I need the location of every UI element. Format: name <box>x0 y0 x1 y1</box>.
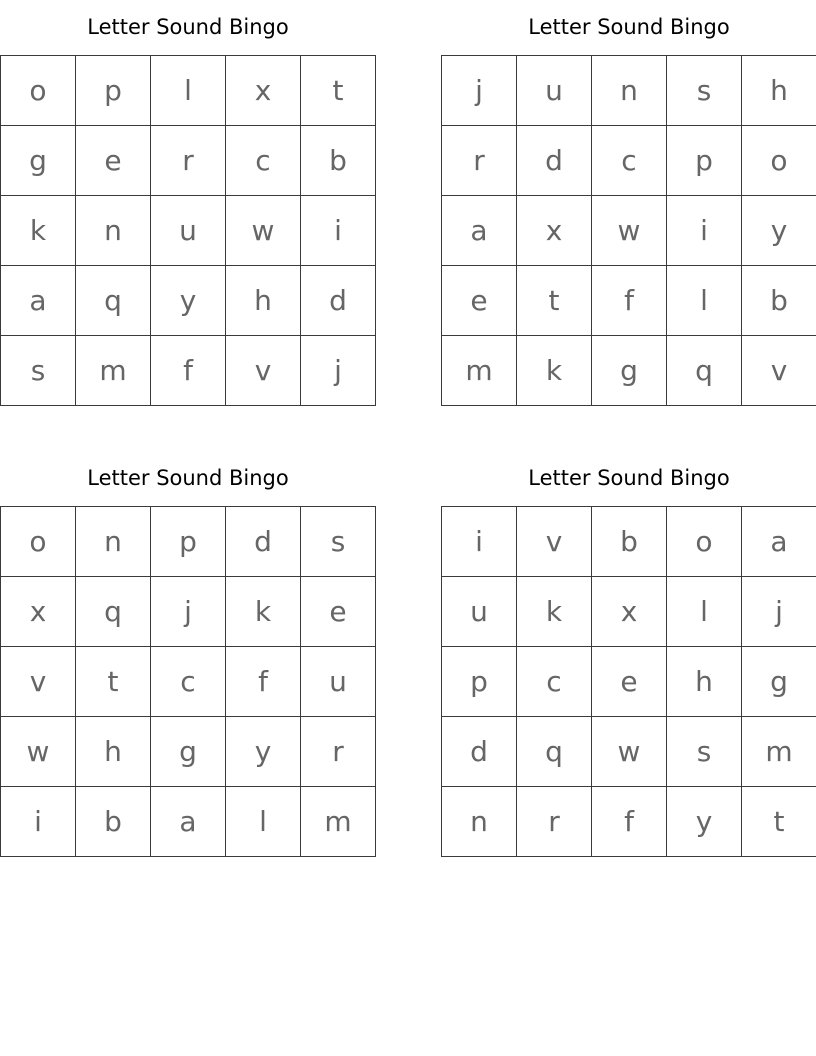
letter-cell: r <box>301 717 376 787</box>
letter-cell: u <box>151 196 226 266</box>
letter-cell: s <box>1 336 76 406</box>
letter-cell: e <box>592 647 667 717</box>
letter-cell: n <box>76 196 151 266</box>
letter-cell: a <box>151 787 226 857</box>
grid-row <box>1 577 376 647</box>
letter-cell: c <box>151 647 226 717</box>
grid-row <box>442 787 816 857</box>
letter-cell: f <box>592 787 667 857</box>
grid-row <box>442 266 816 336</box>
letter-cell: t <box>76 647 151 717</box>
letter-cell: y <box>742 196 816 266</box>
letter-cell: a <box>442 196 517 266</box>
letter-cell: p <box>76 56 151 126</box>
letter-cell: m <box>301 787 376 857</box>
grid-row <box>1 336 376 406</box>
letter-cell: b <box>301 126 376 196</box>
grid-row <box>1 647 376 717</box>
letter-cell: x <box>592 577 667 647</box>
letter-cell: d <box>226 507 301 577</box>
bingo-grid <box>441 55 816 406</box>
letter-cell: t <box>517 266 592 336</box>
letter-cell: v <box>742 336 816 406</box>
letter-cell: l <box>151 56 226 126</box>
letter-cell: u <box>442 577 517 647</box>
letter-cell: s <box>667 56 742 126</box>
letter-cell: e <box>442 266 517 336</box>
letter-cell: q <box>76 266 151 336</box>
grid-row <box>1 126 376 196</box>
letter-cell: v <box>517 507 592 577</box>
grid-row <box>1 266 376 336</box>
grid-row <box>1 787 376 857</box>
letter-cell: d <box>517 126 592 196</box>
letter-cell: u <box>517 56 592 126</box>
letter-cell: g <box>592 336 667 406</box>
letter-cell: q <box>667 336 742 406</box>
card-title: Letter Sound Bingo <box>87 15 289 39</box>
letter-cell: b <box>742 266 816 336</box>
letter-cell: l <box>667 577 742 647</box>
letter-cell: g <box>151 717 226 787</box>
letter-cell: f <box>226 647 301 717</box>
letter-cell: a <box>1 266 76 336</box>
grid-row <box>442 56 816 126</box>
letter-cell: p <box>151 507 226 577</box>
letter-cell: m <box>76 336 151 406</box>
letter-cell: d <box>442 717 517 787</box>
letter-cell: q <box>76 577 151 647</box>
letter-cell: k <box>517 577 592 647</box>
letter-cell: i <box>301 196 376 266</box>
letter-cell: q <box>517 717 592 787</box>
letter-cell: u <box>301 647 376 717</box>
letter-cell: x <box>517 196 592 266</box>
grid-row <box>1 507 376 577</box>
letter-cell: f <box>592 266 667 336</box>
grid-row <box>442 126 816 196</box>
letter-cell: s <box>301 507 376 577</box>
grid-row <box>442 717 816 787</box>
letter-cell: c <box>517 647 592 717</box>
bingo-grid <box>441 506 816 857</box>
bingo-grid <box>0 506 376 857</box>
letter-cell: c <box>226 126 301 196</box>
grid-row <box>442 647 816 717</box>
letter-cell: i <box>1 787 76 857</box>
letter-cell: i <box>442 507 517 577</box>
letter-cell: j <box>301 336 376 406</box>
letter-cell: y <box>226 717 301 787</box>
letter-cell: r <box>151 126 226 196</box>
letter-cell: b <box>592 507 667 577</box>
bingo-grid <box>0 55 376 406</box>
letter-cell: v <box>226 336 301 406</box>
letter-cell: e <box>76 126 151 196</box>
letter-cell: w <box>592 717 667 787</box>
grid-row <box>442 336 816 406</box>
letter-cell: r <box>442 126 517 196</box>
letter-cell: g <box>1 126 76 196</box>
letter-cell: n <box>592 56 667 126</box>
letter-cell: j <box>151 577 226 647</box>
letter-cell: h <box>742 56 816 126</box>
letter-cell: w <box>592 196 667 266</box>
grid-row <box>442 577 816 647</box>
letter-cell: k <box>517 336 592 406</box>
letter-cell: m <box>442 336 517 406</box>
letter-cell: g <box>742 647 816 717</box>
letter-cell: h <box>667 647 742 717</box>
letter-cell: p <box>667 126 742 196</box>
letter-cell: x <box>226 56 301 126</box>
letter-cell: a <box>742 507 816 577</box>
letter-cell: o <box>1 507 76 577</box>
letter-cell: y <box>151 266 226 336</box>
letter-cell: c <box>592 126 667 196</box>
grid-row <box>1 196 376 266</box>
letter-cell: b <box>76 787 151 857</box>
grid-row <box>442 196 816 266</box>
card-title: Letter Sound Bingo <box>87 466 289 490</box>
card-title: Letter Sound Bingo <box>528 466 730 490</box>
letter-cell: j <box>442 56 517 126</box>
grid-row <box>442 507 816 577</box>
letter-cell: o <box>1 56 76 126</box>
letter-cell: i <box>667 196 742 266</box>
letter-cell: w <box>226 196 301 266</box>
letter-cell: x <box>1 577 76 647</box>
letter-cell: f <box>151 336 226 406</box>
letter-cell: l <box>667 266 742 336</box>
letter-cell: t <box>742 787 816 857</box>
letter-cell: e <box>301 577 376 647</box>
letter-cell: l <box>226 787 301 857</box>
letter-cell: t <box>301 56 376 126</box>
grid-row <box>1 56 376 126</box>
letter-cell: w <box>1 717 76 787</box>
letter-cell: d <box>301 266 376 336</box>
letter-cell: v <box>1 647 76 717</box>
letter-cell: o <box>742 126 816 196</box>
letter-cell: n <box>76 507 151 577</box>
letter-cell: p <box>442 647 517 717</box>
letter-cell: n <box>442 787 517 857</box>
card-title: Letter Sound Bingo <box>528 15 730 39</box>
letter-cell: s <box>667 717 742 787</box>
grid-row <box>1 717 376 787</box>
letter-cell: k <box>1 196 76 266</box>
letter-cell: k <box>226 577 301 647</box>
letter-cell: r <box>517 787 592 857</box>
letter-cell: j <box>742 577 816 647</box>
letter-cell: y <box>667 787 742 857</box>
letter-cell: o <box>667 507 742 577</box>
letter-cell: h <box>76 717 151 787</box>
letter-cell: h <box>226 266 301 336</box>
letter-cell: m <box>742 717 816 787</box>
